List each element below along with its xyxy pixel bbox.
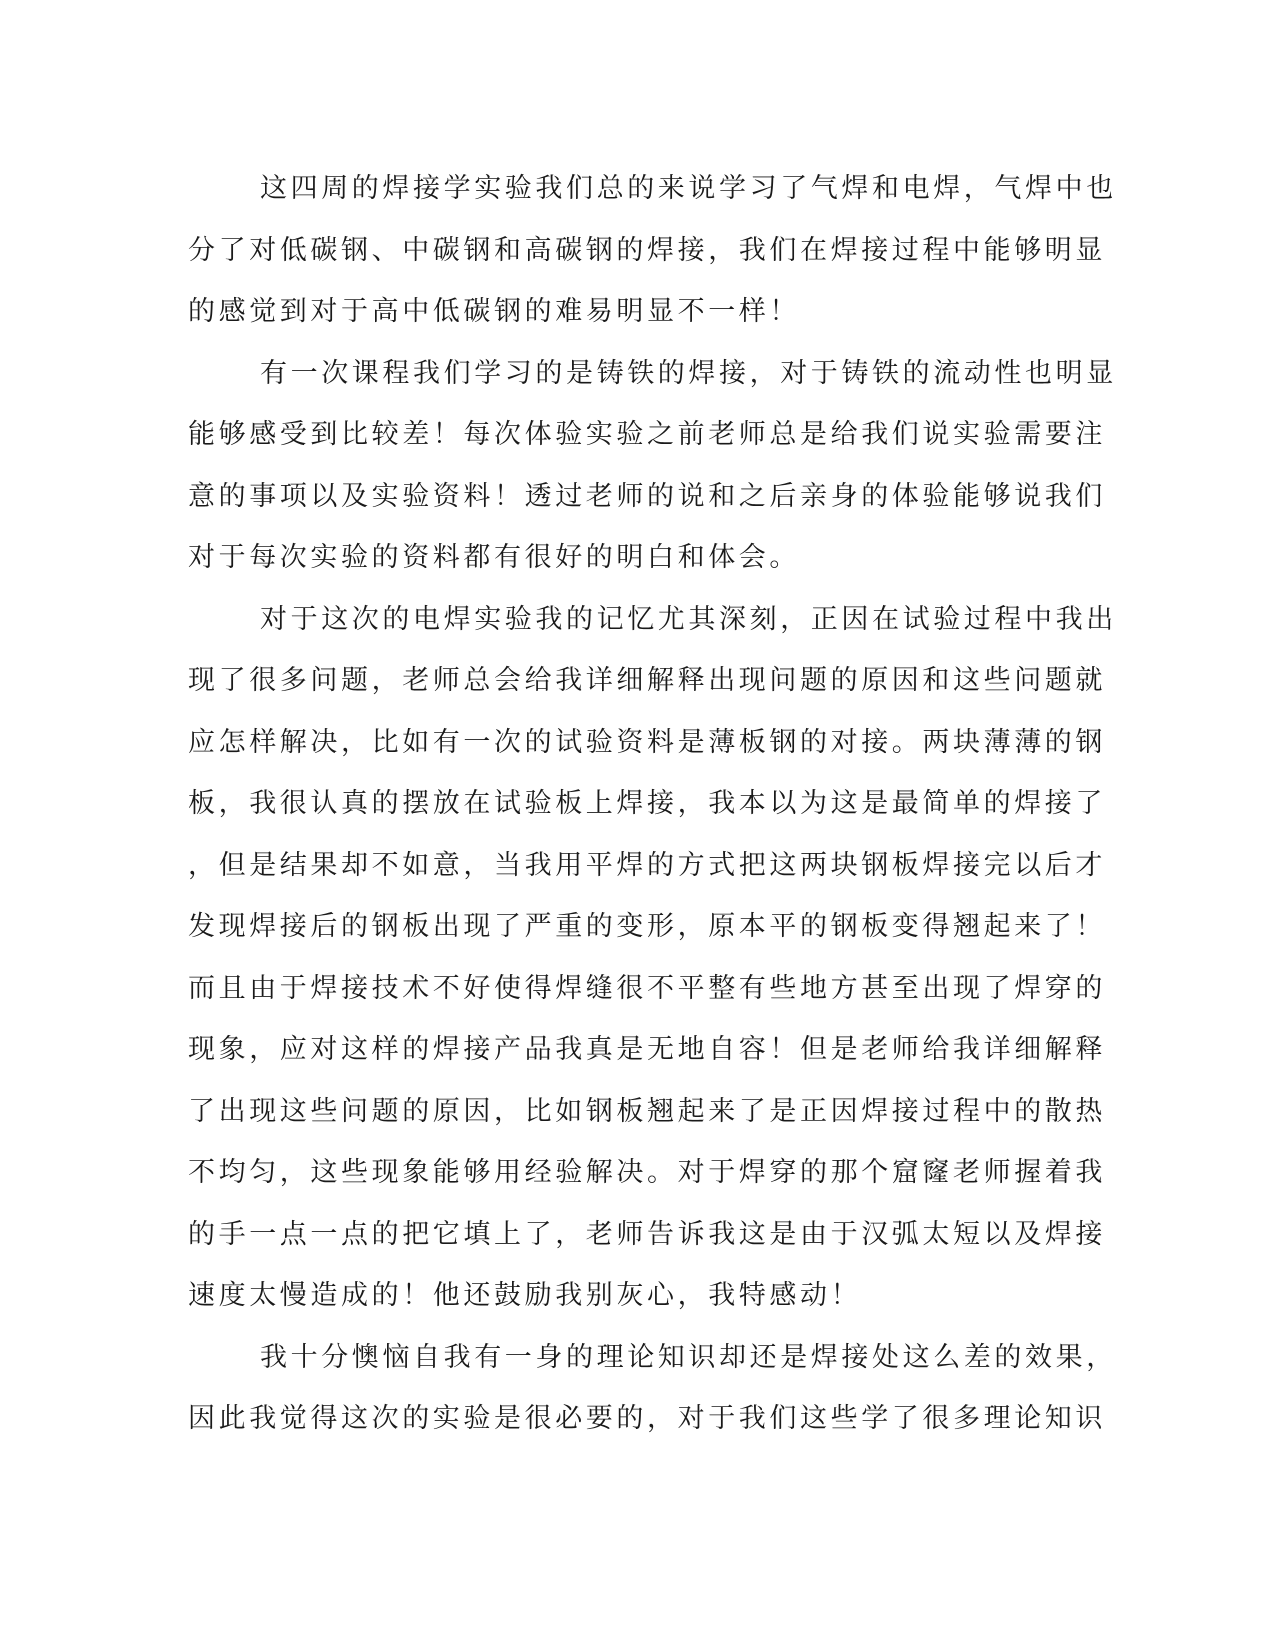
paragraph-1 [188,158,1117,343]
text-line: 这四周的焊接学实验我们总的来说学习了气焊和电焊，气焊中也 [260,173,1117,204]
text-line: 分了对低碳钢、中碳钢和高碳钢的焊接，我们在焊接过程中能够明显 [188,234,1106,266]
text-line: 的手一点一点的把它填上了，老师告诉我这是由于汉弧太短以及焊接 [188,1218,1106,1250]
text-line: 不均匀，这些现象能够用经验解决。对于焊穿的那个窟窿老师握着我 [188,1157,1106,1188]
text-line: 对于每次实验的资料都有很好的明白和体会。 [188,542,800,573]
text-line: 速度太慢造成的！他还鼓励我别灰心，我特感动！ [188,1280,862,1311]
document-body [188,158,1117,1450]
text-line: 板，我很认真的摆放在试验板上焊接，我本以为这是最简单的焊接了 [188,788,1106,819]
text-line: 能够感受到比较差！每次体验实验之前老师总是给我们说实验需要注 [188,419,1106,450]
text-line: 发现焊接后的钢板出现了严重的变形，原本平的钢板变得翘起来了！ [188,911,1106,942]
text-line: 对于这次的电焊实验我的记忆尤其深刻，正因在试验过程中我出 [260,603,1117,635]
text-line: 的感觉到对于高中低碳钢的难易明显不一样！ [188,296,800,327]
text-line: 现了很多问题，老师总会给我详细解释出现问题的原因和这些问题就 [188,665,1106,696]
text-line: 而且由于焊接技术不好使得焊缝很不平整有些地方甚至出现了焊穿的 [188,972,1106,1004]
text-line: 意的事项以及实验资料！透过老师的说和之后亲身的体验能够说我们 [188,480,1106,512]
text-line: 我十分懊恼自我有一身的理论知识却还是焊接处这么差的效果， [260,1341,1117,1373]
paragraph-4 [188,1327,1117,1450]
text-line: 现象，应对这样的焊接产品我真是无地自容！但是老师给我详细解释 [188,1034,1106,1065]
text-line: 因此我觉得这次的实验是很必要的，对于我们这些学了很多理论知识 [188,1403,1106,1434]
text-line: ，但是结果却不如意，当我用平焊的方式把这两块钢板焊接完以后才 [188,849,1106,881]
paragraph-2 [188,343,1117,589]
text-line: 有一次课程我们学习的是铸铁的焊接，对于铸铁的流动性也明显 [260,357,1117,389]
text-line: 应怎样解决，比如有一次的试验资料是薄板钢的对接。两块薄薄的钢 [188,726,1106,758]
paragraph-3 [188,589,1117,1327]
text-line: 了出现这些问题的原因，比如钢板翘起来了是正因焊接过程中的散热 [188,1095,1106,1127]
